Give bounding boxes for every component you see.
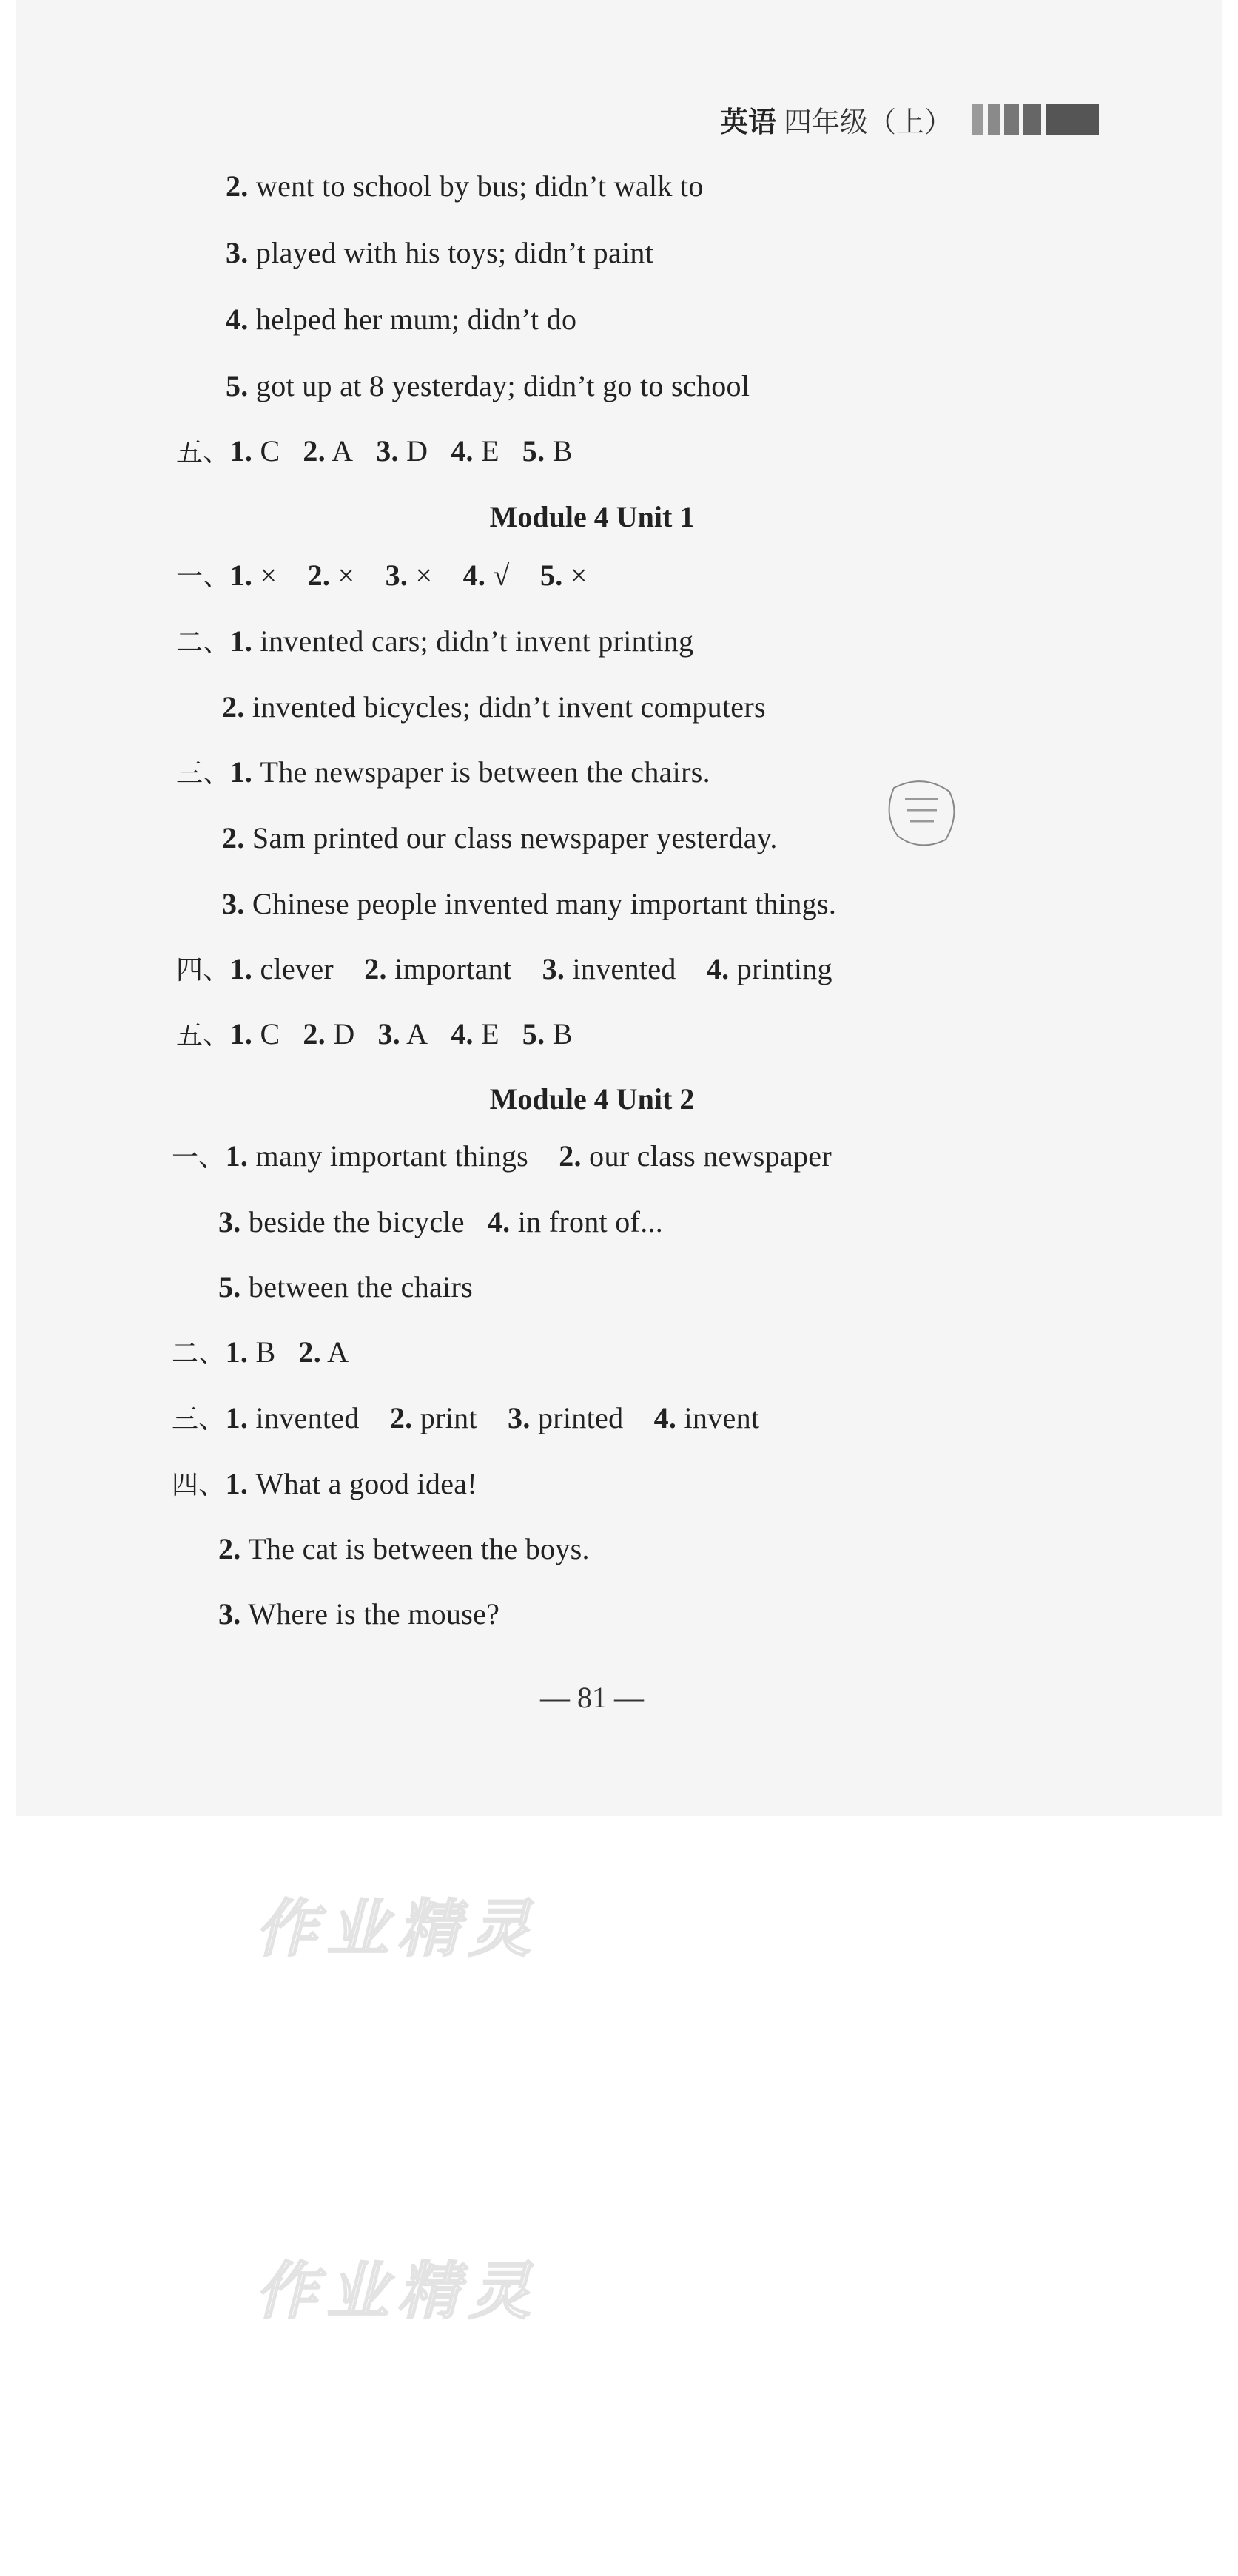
answer-line: 3. played with his toys; didn’t paint — [226, 236, 654, 269]
answer-line: 2. The cat is between the boys. — [218, 1532, 590, 1565]
answer-line: 3. Chinese people invented many important things. — [222, 887, 837, 920]
answer-line: 2. invented bicycles; didn’t invent computers — [222, 690, 766, 724]
answer-line: 四、1. clever 2. important 3. invented 4. printing — [176, 952, 832, 985]
unit2-title: Module 4 Unit 2 — [489, 1082, 695, 1116]
header-decoration — [972, 104, 1099, 135]
answer-line: 3. Where is the mouse? — [218, 1597, 500, 1631]
answer-line: 5. got up at 8 yesterday; didn’t go to school — [226, 369, 750, 402]
answer-line: 4. helped her mum; didn’t do — [226, 303, 577, 336]
watermark: 作业精灵 — [255, 2255, 540, 2327]
stamp-icon — [879, 769, 964, 854]
answer-line: 一、1. many important things 2. our class newspaper — [172, 1139, 832, 1173]
answer-line: 五、1. C 2. D 3. A 4. E 5. B — [176, 1017, 573, 1051]
answer-line: 一、1. × 2. × 3. × 4. √ 5. × — [176, 559, 588, 592]
answer-line: 二、1. invented cars; didn’t invent printing — [176, 624, 694, 658]
grade-label: 四年级（上） — [783, 105, 952, 138]
answer-line: 三、1. invented 2. print 3. printed 4. invent — [172, 1401, 760, 1434]
answer-line: 3. beside the bicycle 4. in front of... — [218, 1205, 664, 1238]
answer-line: 2. went to school by bus; didn’t walk to — [226, 169, 704, 203]
answer-line: 二、1. B 2. A — [172, 1335, 349, 1369]
subject-label: 英语 — [719, 105, 776, 138]
unit1-title: Module 4 Unit 1 — [489, 500, 695, 533]
answer-line: 四、1. What a good idea! — [172, 1467, 477, 1500]
answer-line: 三、1. The newspaper is between the chairs. — [176, 755, 710, 789]
answer-line: 2. Sam printed our class newspaper yesterday. — [222, 821, 778, 854]
answer-line: 5. between the chairs — [218, 1270, 473, 1304]
answer-line: 五、1. C 2. A 3. D 4. E 5. B — [176, 434, 573, 468]
page-number: — 81 — — [540, 1681, 644, 1714]
page-header — [720, 100, 1099, 138]
watermark: 作业精灵 — [255, 1892, 540, 1965]
